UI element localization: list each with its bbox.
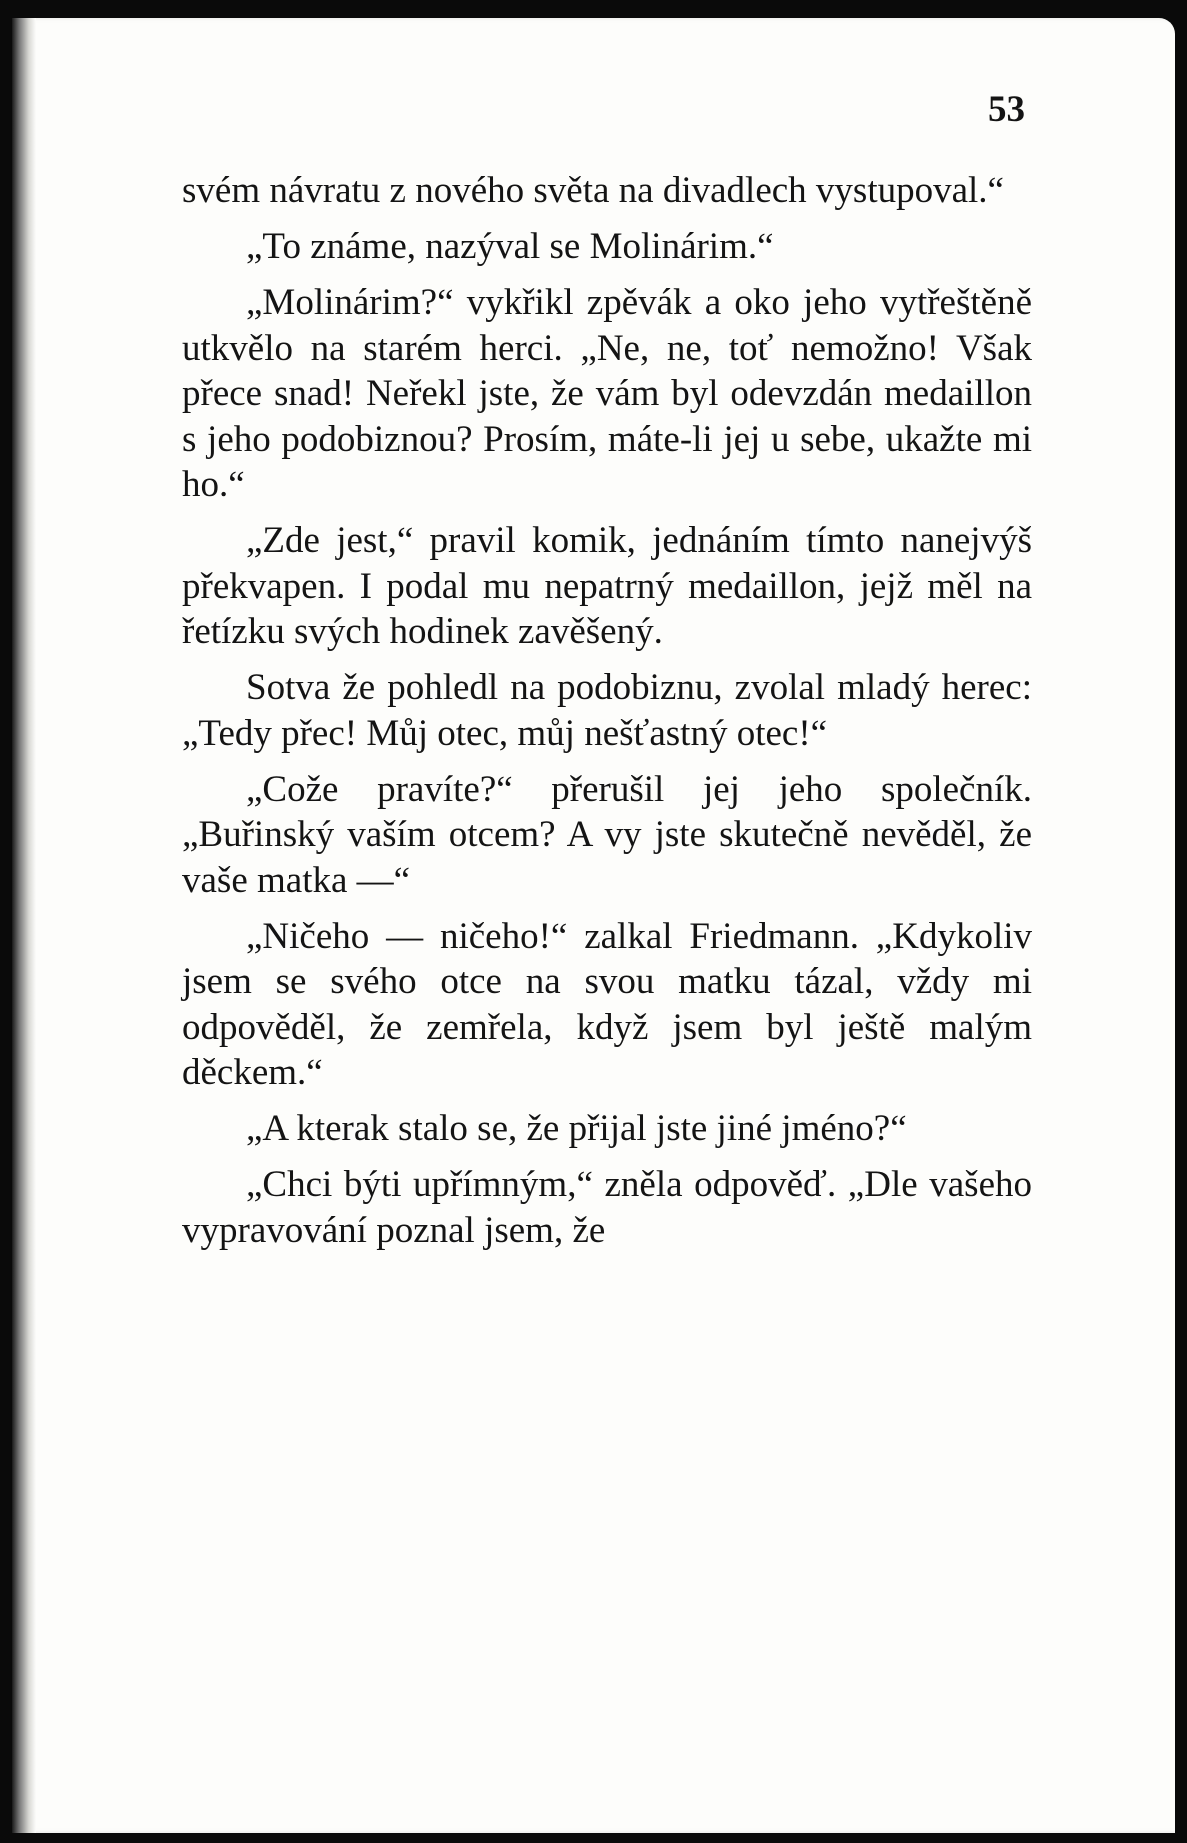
- paragraph: svém návratu z nového světa na divadlech vystupoval.“: [182, 170, 1004, 211]
- paragraph: „Cože pravíte?“ přerušil jej jeho společník. „Buřinský vaším otcem? A vy jste skutečně nevěděl, že vaše matka —“: [182, 768, 1032, 901]
- paragraph: „Molinárim?“ vykřikl zpěvák a oko jeho vytřeštěně utkvělo na starém herci. „Ne, ne, toť nemožno! Však přece snad! Neřekl jste, že vám byl odevzdán medaillon s jeho podobiznou? Prosím, máte-li jej u sebe, ukažte mi ho.“: [182, 282, 1032, 505]
- paragraph: „Chci býti upřímným,“ zněla odpověď. „Dle vašeho vypravování poznal jsem, že: [182, 1164, 1032, 1251]
- page-number: 53: [988, 89, 1025, 130]
- paragraph: „Ničeho — ničeho!“ zalkal Friedmann. „Kdykoliv jsem se svého otce na svou matku tázal, vždy mi odpověděl, že zemřela, když jsem byl ještě malým děckem.“: [182, 915, 1032, 1093]
- paragraph: „To známe, nazýval se Molinárim.“: [246, 226, 774, 267]
- paragraph: „Zde jest,“ pravil komik, jednáním tímto nanejvýš překvapen. I podal mu nepatrný medaillon, jejž měl na řetízku svých hodinek zavěšený.: [182, 520, 1032, 652]
- body-text: [182, 168, 1032, 1264]
- book-spine-shadow: [12, 18, 36, 1833]
- paragraph: Sotva že pohledl na podobiznu, zvolal mladý herec: „Tedy přec! Můj otec, můj nešťastný otec!“: [182, 667, 1032, 754]
- paragraph: „A kterak stalo se, že přijal jste jiné jméno?“: [246, 1108, 907, 1149]
- book-page: [12, 18, 1175, 1833]
